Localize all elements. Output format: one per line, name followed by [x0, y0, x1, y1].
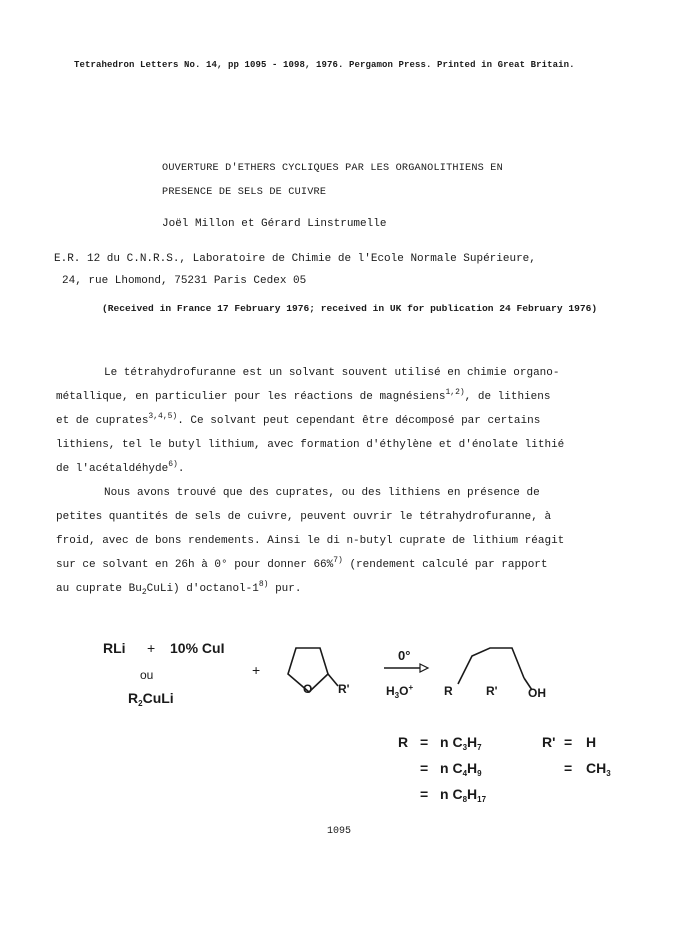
paragraph-2-line-4: sur ce solvant en 26h à 0° pour donner 66%$^{7)}$ (rendement calculé par rapport: [56, 556, 548, 571]
paragraph-2-line-1: Nous avons trouvé que des cuprates, ou des lithiens en présence de: [104, 487, 540, 499]
def-r-butyl: n $C_4H_9$: [440, 760, 482, 778]
paragraph-2-line-2: petites quantités de sels de cuivre, peuvent ouvrir le tétrahydrofuranne, à: [56, 511, 552, 523]
def-r-octyl: n $C_8H_{17}$: [440, 786, 487, 804]
paragraph-1-line-2: métallique, en particulier pour les réactions de magnésiens$^{1,2)}$, de lithiens: [56, 388, 551, 403]
def-r-propyl: n $C_3H_7$: [440, 734, 482, 752]
article-title-line-1: OUVERTURE D'ETHERS CYCLIQUES PAR LES ORGANOLITHIENS EN: [162, 163, 503, 174]
or-label: ou: [140, 668, 154, 682]
paragraph-2-line-5: au cuprate $Bu_2CuLi$) d'octanol-1$^{8)}$ pur.: [56, 580, 302, 597]
def-rprime-methyl: $CH_3$: [586, 760, 611, 778]
scheme-structures: [280, 634, 540, 714]
ring-substituent: R': [338, 682, 350, 696]
workup-label: $H_3O^+$: [386, 683, 414, 700]
affiliation-line-2: 24, rue Lhomond, 75231 Paris Cedex 05: [62, 275, 307, 287]
authors: Joël Millon et Gérard Linstrumelle: [162, 218, 387, 230]
ring-oxygen: O: [303, 682, 313, 696]
substituent-bond: [328, 674, 338, 686]
def-eq-4: =: [564, 734, 573, 750]
def-r-label: R: [398, 734, 409, 750]
catalyst-cui: 10% CuI: [170, 640, 225, 656]
reagent-rli: RLi: [103, 640, 126, 656]
reagent-cuprate: $R_2CuLi$: [128, 690, 174, 708]
paragraph-1-line-3: et de cuprates$^{3,4,5)}$. Ce solvant peut cependant être décomposé par certains: [56, 412, 541, 427]
plus-sign-2: +: [252, 662, 261, 678]
paragraph-1-line-4: lithiens, tel le butyl lithium, avec formation d'éthylène et d'énolate lithié: [56, 439, 565, 451]
paragraph-1-line-1: Le tétrahydrofuranne est un solvant souvent utilisé en chimie organo-: [104, 367, 560, 379]
received-dates: (Received in France 17 February 1976; received in UK for publication 24 February 1976): [102, 303, 598, 314]
def-eq-3: =: [420, 786, 429, 802]
plus-sign-1: +: [147, 640, 156, 656]
page-number: 1095: [327, 826, 352, 837]
product-rprime: R': [486, 684, 498, 698]
def-rprime-h: H: [586, 734, 597, 750]
reaction-arrow-head: [420, 664, 428, 672]
affiliation-line-1: E.R. 12 du C.N.R.S., Laboratoire de Chimie de l'Ecole Normale Supérieure,: [54, 253, 536, 265]
article-title-line-2: PRESENCE DE SELS DE CUIVRE: [162, 187, 327, 198]
paragraph-2-line-3: froid, avec de bons rendements. Ainsi le di n-butyl cuprate de lithium réagit: [56, 535, 565, 547]
def-eq-2: =: [420, 760, 429, 776]
def-rprime-label: R': [542, 734, 556, 750]
product-r: R: [444, 684, 453, 698]
def-eq-5: =: [564, 760, 573, 776]
temperature-label: 0°: [398, 648, 411, 663]
product-chain: [458, 648, 524, 684]
product-oh: OH: [528, 686, 546, 700]
journal-header: Tetrahedron Letters No. 14, pp 1095 - 1098, 1976. Pergamon Press. Printed in Great Britain.: [74, 60, 575, 70]
def-eq-1: =: [420, 734, 429, 750]
paragraph-1-line-5: de l'acétaldéhyde$^{6)}$.: [56, 460, 185, 475]
